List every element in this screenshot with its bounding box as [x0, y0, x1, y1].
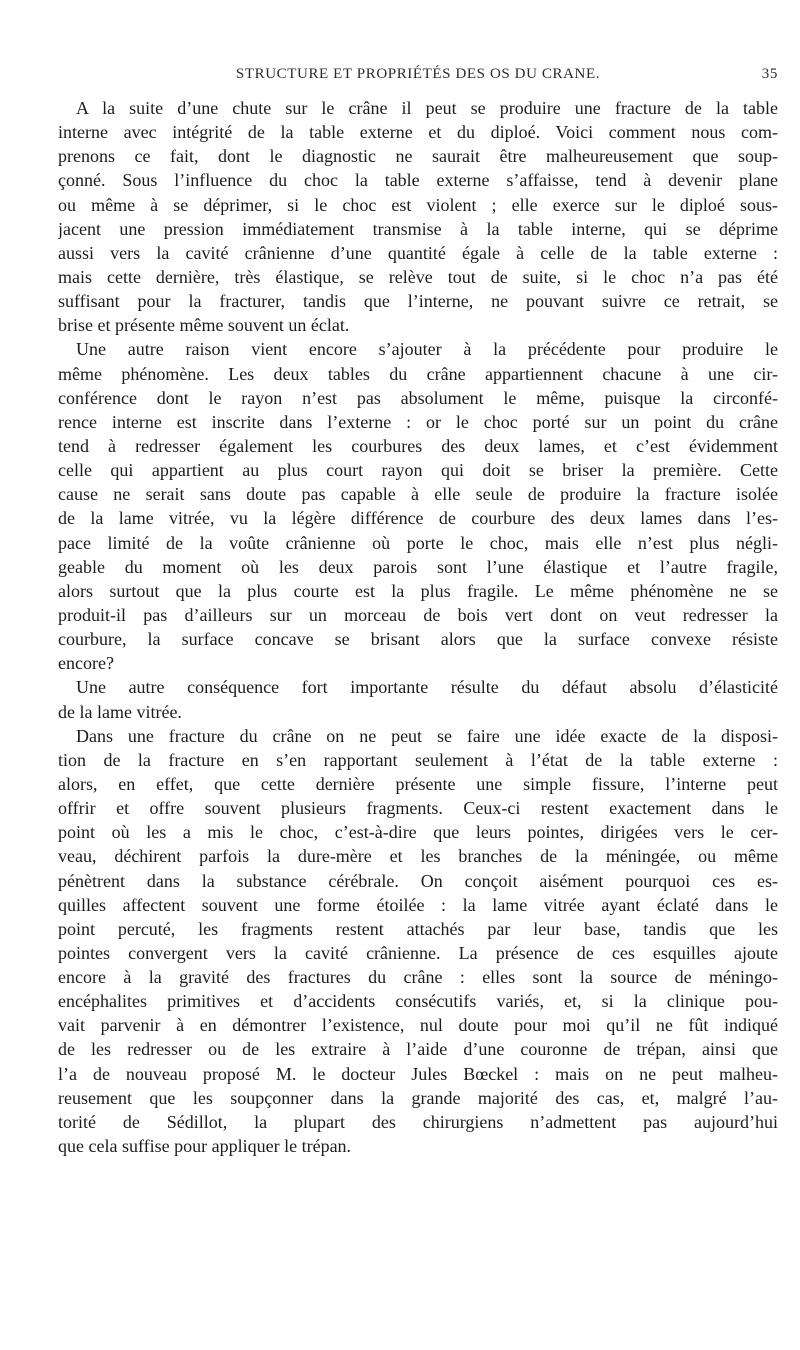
text-line: Dans une fracture du crâne on ne peut se faire une idée exacte de la disposi- — [76, 725, 778, 746]
text-line: reusement que les soupçonner dans la grande majorité des cas, et, malgré l’au- — [58, 1087, 778, 1108]
text-line: encore? — [58, 653, 114, 674]
text-line: jacent une pression immédiatement transmise à la table interne, qui se déprime — [58, 218, 778, 239]
text-line: veau, déchirent parfois la dure-mère et les branches de la méningée, ou même — [58, 846, 778, 867]
text-line: aussi vers la cavité crânienne d’une quantité égale à celle de la table externe : — [58, 242, 778, 263]
text-line: quilles affectent souvent une forme étoilée : la lame vitrée ayant éclaté dans le — [58, 894, 778, 915]
text-line: Une autre conséquence fort importante résulte du défaut absolu d’élasticité — [76, 677, 778, 698]
text-line: pace limité de la voûte crânienne où porte le choc, mais elle n’est plus négli- — [58, 532, 778, 553]
page-number: 35 — [761, 66, 778, 82]
text-line: courbure, la surface concave se brisant alors que la surface convexe résiste — [58, 629, 778, 650]
text-line: torité de Sédillot, la plupart des chirurgiens n’admettent pas aujourd’hui — [58, 1111, 778, 1132]
text-line: alors, en effet, que cette dernière présente une simple fissure, l’interne peut — [58, 773, 778, 794]
text-line: point où les a mis le choc, c’est-à-dire que leurs pointes, dirigées vers le cer- — [58, 822, 778, 843]
text-line: rence interne est inscrite dans l’externe : or le choc porté sur un point du crâne — [58, 411, 778, 432]
text-line: tion de la fracture en s’en rapportant seulement à l’état de la table externe : — [58, 749, 778, 770]
running-title: STRUCTURE ET PROPRIÉTÉS DES OS DU CRANE. — [235, 66, 601, 82]
text-line: alors surtout que la plus courte est la plus fragile. Le même phénomène ne se — [58, 580, 778, 601]
text-line: encéphalites primitives et d’accidents consécutifs variés, et, si la clinique pou- — [58, 991, 778, 1012]
text-line: brise et présente même souvent un éclat. — [58, 315, 350, 336]
text-line: même phénomène. Les deux tables du crâne appartiennent chacune à une cir- — [58, 363, 778, 384]
text-line: vait parvenir à en démontrer l’existence, nul doute pour moi qu’il ne fût indiqué — [58, 1015, 778, 1036]
text-line: de la lame vitrée, vu la légère différence de courbure des deux lames dans l’es- — [58, 508, 778, 529]
text-line: pointes convergent vers la cavité crânienne. La présence de ces esquilles ajoute — [58, 942, 778, 963]
text-line: encore à la gravité des fractures du crâne : elles sont la source de méningo- — [58, 967, 778, 988]
text-line: tend à redresser également les courbures des deux lames, et c’est évidemment — [58, 435, 778, 456]
text-line: mais cette dernière, très élastique, se relève tout de suite, si le choc n’a pas été — [58, 266, 778, 287]
text-line: Une autre raison vient encore s’ajouter à la précédente pour produire le — [76, 339, 778, 360]
text-line: offrir et offre souvent plusieurs fragments. Ceux-ci restent exactement dans le — [58, 798, 778, 819]
text-line: interne avec intégrité de la table externe et du diploé. Voici comment nous com- — [58, 122, 778, 143]
text-line: conférence dont le rayon n’est pas absolument le même, puisque la circonfé- — [58, 387, 778, 408]
text-line: que cela suffise pour appliquer le trépan. — [58, 1136, 352, 1157]
text-line: A la suite d’une chute sur le crâne il peut se produire une fracture de la table — [76, 98, 778, 118]
text-line: celle qui appartient au plus court rayon qui doit se briser la première. Cette — [58, 460, 778, 481]
text-line: de la lame vitrée. — [58, 701, 182, 722]
text-line: point percuté, les fragments restent attachés par leur base, tandis que les — [58, 918, 778, 939]
text-line: prenons ce fait, dont le diagnostic ne saurait être malheureusement que soup- — [58, 146, 778, 167]
body-text — [58, 96, 778, 1158]
text-line: pénètrent dans la substance cérébrale. On conçoit aisément pourquoi ces es- — [58, 870, 778, 891]
text-line: de les redresser ou de les extraire à l’aide d’une couronne de trépan, ainsi que — [58, 1039, 778, 1060]
text-line: l’a de nouveau proposé M. le docteur Jules Bœckel : mais on ne peut malheu- — [58, 1063, 778, 1084]
text-line: produit-il pas d’ailleurs sur un morceau de bois vert dont on veut redresser la — [58, 604, 778, 625]
text-line: çonné. Sous l’influence du choc la table externe s’affaisse, tend à devenir plane — [58, 170, 778, 191]
text-line: suffisant pour la fracturer, tandis que l’interne, ne pouvant suivre ce retrait, se — [58, 291, 778, 312]
text-line: geable du moment où les deux parois sont l’une élastique et l’autre fragile, — [58, 556, 778, 577]
running-header — [58, 66, 778, 90]
text-line: cause ne serait sans doute pas capable à elle seule de produire la fracture isolée — [58, 484, 778, 505]
text-line: ou même à se déprimer, si le choc est violent ; elle exerce sur le diploé sous- — [58, 194, 778, 215]
